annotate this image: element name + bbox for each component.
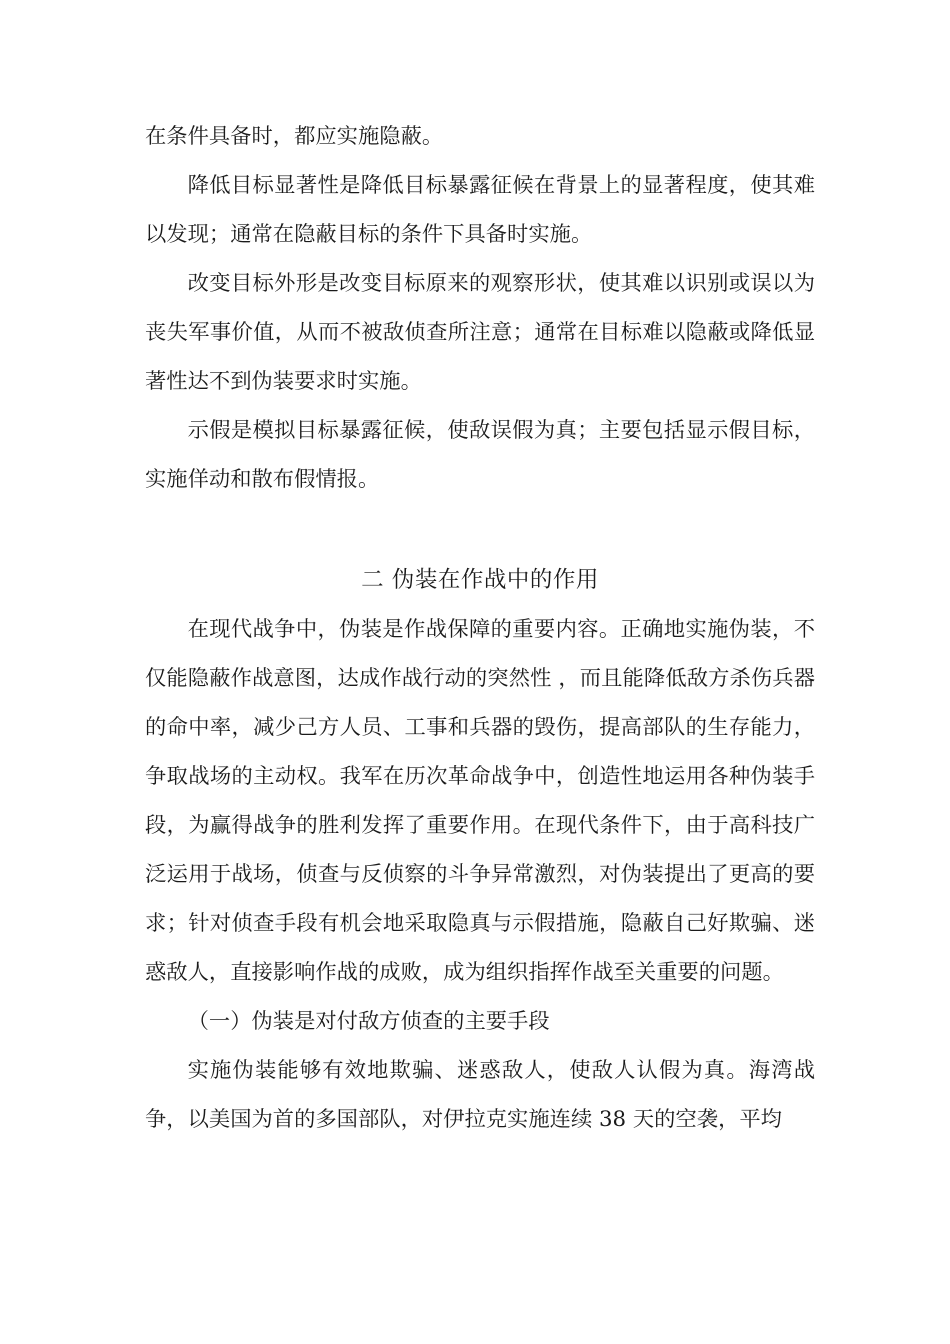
paragraph-decoy: 示假是模拟目标暴露征候，使敌误假为真；主要包括显示假目标，实施佯动和散布假情报。 bbox=[145, 418, 815, 492]
section-heading: 二 伪装在作战中的作用 bbox=[361, 567, 599, 593]
subsection-heading: （一）伪装是对付敌方侦查的主要手段 bbox=[187, 1009, 550, 1034]
section-2 bbox=[145, 556, 815, 1144]
paragraph-gulf-war: 实施伪装能够有效地欺骗、迷惑敌人，使敌人认假为真。海湾战争，以美国为首的多国部队，对伊拉克实施连续 38 天的空袭，平均 bbox=[145, 1058, 815, 1132]
section-1 bbox=[145, 112, 815, 504]
paragraph-reduce-visibility: 降低目标显著性是降低目标暴露征候在背景上的显著程度，使其难以发现；通常在隐蔽目标的条件下具备时实施。 bbox=[145, 173, 815, 247]
paragraph-change-shape: 改变目标外形是改变目标原来的观察形状，使其难以识别或误以为丧失军事价值，从而不被敌侦查所注意；通常在目标难以隐蔽或降低显著性达不到伪装要求时实施。 bbox=[145, 271, 815, 394]
paragraph-role-of-camouflage: 在现代战争中，伪装是作战保障的重要内容。正确地实施伪装，不仅能隐蔽作战意图，达成作战行动的突然性 ，而且能降低敌方杀伤兵器的命中率，减少己方人员、工事和兵器的毁伤，提高部队的生存能力，争取战场的主动权。我军在历次革命战争中，创造性地运用各种伪装手段，为赢得战争的胜利发挥了重要作用。在现代条件下，由于高科技广泛运用于战场，侦查与反侦察的斗争异常激烈，对伪装提出了更高的要求；针对侦查手段有机会地采取隐真与示假措施，隐蔽自己好欺骗、迷惑敌人，直接影响作战的成败，成为组织指挥作战至关重要的问题。 bbox=[145, 617, 815, 985]
paragraph-continuation: 在条件具备时，都应实施隐蔽。 bbox=[145, 124, 444, 149]
